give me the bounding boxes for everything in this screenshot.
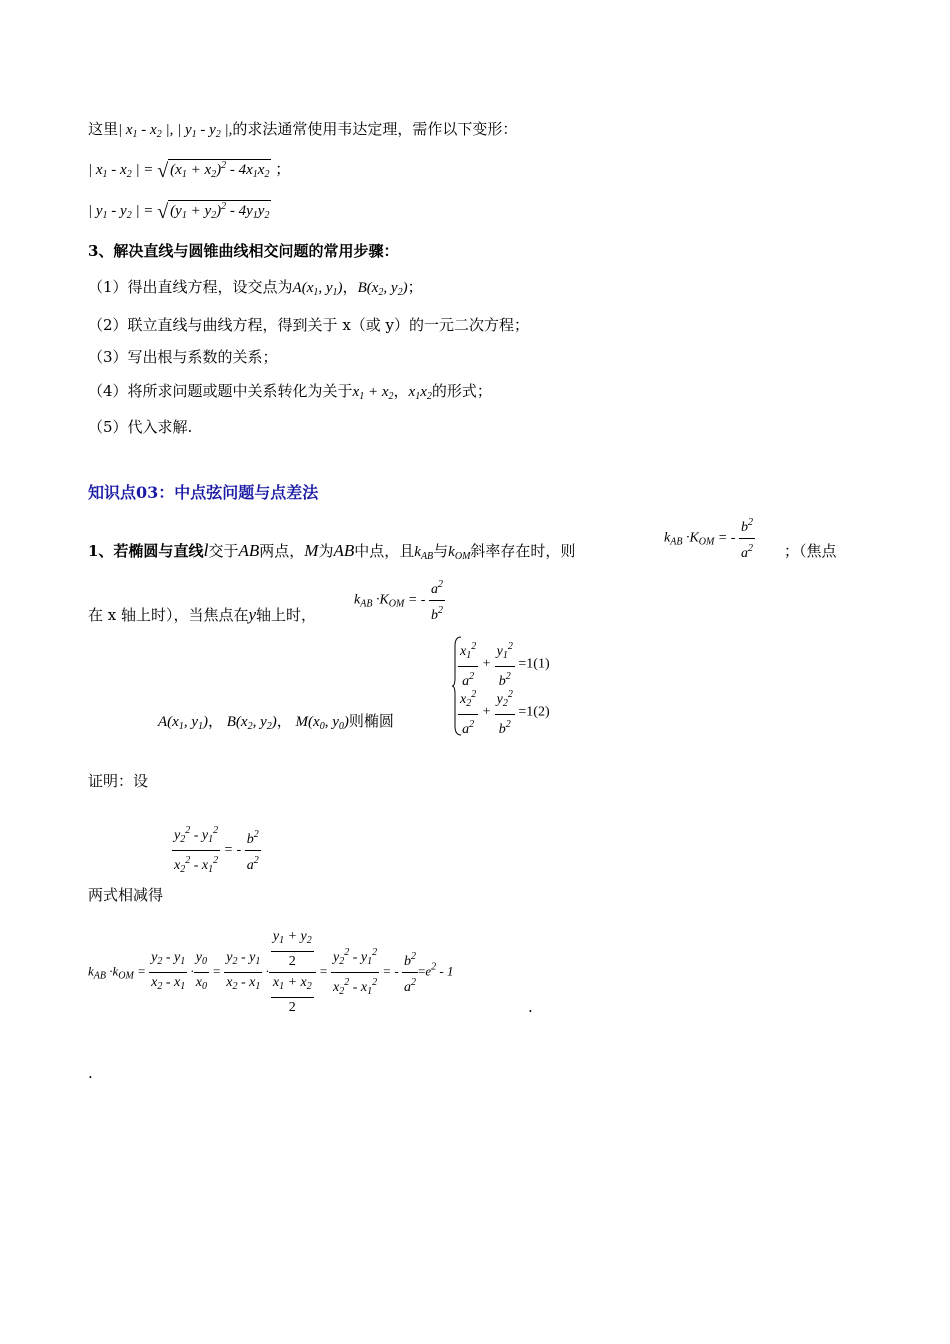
intro-suffix: 的求法通常使用韦达定理，需作以下变形： (232, 120, 518, 138)
item1-line2: 在 x 轴上时），当焦点在y轴上时， (88, 605, 317, 624)
knowledge-point-title: 知识点03：中点弦问题与点差法 (88, 483, 319, 502)
intro-line: 这里| $x_1 - x_2$ |, | $y_1 - y_2$ |,的求法通常使用韦达定理，需作以下变形： (88, 120, 518, 140)
slope-product-x-formula: $k_{AB} \cdot K_{OM}$ = - $\frac{b^2}{a^2}$ (664, 514, 755, 563)
item1-focus-note: ；（焦点 (784, 542, 837, 560)
dot-mark-2: . (88, 1064, 93, 1082)
step-4: （4）将所求问题或题中关系转化为关于$x_1 + x_2$，$x_1x_2$的形式； (88, 382, 492, 402)
step-3: （3）写出根与系数的关系； (88, 348, 278, 366)
proof-label: 证明：设 (88, 772, 149, 790)
subtracted-formula: $\frac{y_2^2 - y_1^2}{x_2^2 - x_1^2}$ = - $\frac{b^2}{a^2}$ (172, 822, 261, 879)
subtract-label: 两式相减得 (88, 886, 164, 904)
formula-x-diff: | $x_1 - x_2$ | = √ $(x_1 + x_2)^2 - 4x_1x_2$ ； (88, 160, 291, 182)
step-5: （5）代入求解. (88, 418, 193, 436)
ellipse-equation-1: $\frac{x_1^2}{a^2}$ + $\frac{y_1^2}{b^2}$ =1(1) (458, 638, 550, 691)
derivation-formula: $k_{AB} \cdot k_{OM}$ = $\frac{y_2 - y_1}{x_2 - x_1}$ · $\frac{y_0}{x_0}$ = $\frac{y_2 - y_1}{x_2 - x_1}$ · $\frac{\frac{y_1 + y_2}{2}}{\frac{x_1 + x_2}{2}}$ = $\frac{y_2^2 - y_1^2}{x_2^2 - x_1^2}$ = - $\frac{b^2}{a^2}$ $=e^2 - 1$ (88, 929, 454, 1015)
ellipse-equation-2: $\frac{x_2^2}{a^2}$ + $\frac{y_2^2}{b^2}$ =1(2) (458, 686, 550, 739)
intro-prefix: 这里 (88, 120, 119, 138)
step-2: （2）联立直线与曲线方程，得到关于 x（或 y）的一元二次方程； (88, 316, 530, 334)
points-definition: $A(x_1$, $y_1$)， $B(x_2$, $y_2$)， $M(x_0$, $y_0$)则椭圆 (158, 714, 394, 732)
dot-mark-1: . (528, 998, 533, 1016)
section3-heading: 3、解决直线与圆锥曲线相交问题的常用步骤： (88, 242, 399, 260)
step-1: （1）得出直线方程，设交点为$A(x_1$, $y_1$)，$B(x_2$, $y_2$)； (88, 278, 423, 298)
item1-line1: 1、若椭圆与直线l交于AB两点，M为AB中点，且$k_{AB}$与$k_{OM}$斜率存在时，则 (88, 540, 576, 562)
slope-product-y-formula: $k_{AB} \cdot K_{OM}$ = - $\frac{a^2}{b^2}$ (354, 576, 445, 625)
formula-y-diff: | $y_1 - y_2$ | = √ $(y_1 + y_2)^2 - 4y_1y_2$ (88, 201, 270, 223)
